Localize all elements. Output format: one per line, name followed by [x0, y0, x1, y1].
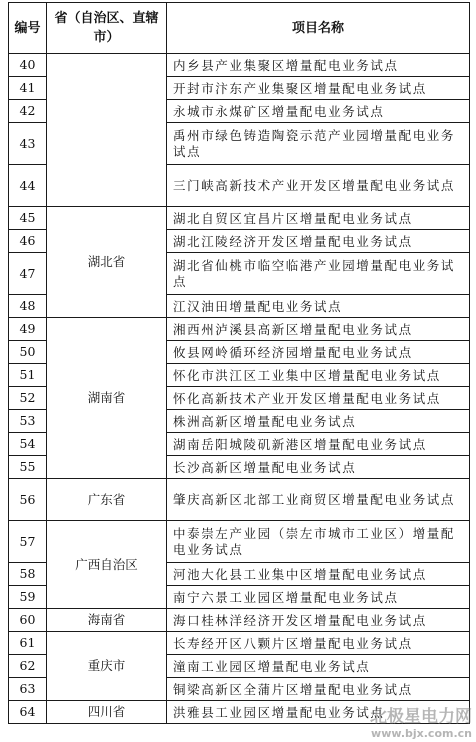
table-row: [9, 521, 470, 563]
header-num: 编号: [9, 3, 47, 54]
table-body: [9, 54, 470, 724]
project-name: 长寿经开区八颗片区增量配电业务试点: [167, 632, 470, 655]
province-cell: 广东省: [47, 479, 167, 521]
project-name: 怀化市洪江区工业集中区增量配电业务试点: [167, 364, 470, 387]
project-name: 长沙高新区增量配电业务试点: [167, 456, 470, 479]
project-name: 株洲高新区增量配电业务试点: [167, 410, 470, 433]
row-number: 43: [9, 123, 47, 165]
project-name: 湖南岳阳城陵矶新港区增量配电业务试点: [167, 433, 470, 456]
table-row: [9, 632, 470, 655]
row-number: 52: [9, 387, 47, 410]
project-name: 潼南工业园区增量配电业务试点: [167, 655, 470, 678]
table-row: [9, 318, 470, 341]
pilot-project-table: [8, 2, 470, 724]
province-cell: 湖北省: [47, 207, 167, 318]
project-name: 永城市永煤矿区增量配电业务试点: [167, 100, 470, 123]
row-number: 49: [9, 318, 47, 341]
project-name: 湖北自贸区宜昌片区增量配电业务试点: [167, 207, 470, 230]
project-name: 河池大化县工业集中区增量配电业务试点: [167, 563, 470, 586]
watermark-text: 北极星电力网: [370, 707, 472, 727]
row-number: 45: [9, 207, 47, 230]
province-cell: 湖南省: [47, 318, 167, 479]
row-number: 48: [9, 295, 47, 318]
watermark-url: www.bjx.com.cn: [371, 727, 472, 740]
row-number: 55: [9, 456, 47, 479]
row-number: 62: [9, 655, 47, 678]
province-cell: 重庆市: [47, 632, 167, 701]
project-name: 攸县网岭循环经济园增量配电业务试点: [167, 341, 470, 364]
row-number: 58: [9, 563, 47, 586]
project-name: 三门峡高新技术产业开发区增量配电业务试点: [167, 165, 470, 207]
project-name: 中泰崇左产业园（崇左市城市工业区）增量配电业务试点: [167, 521, 470, 563]
row-number: 57: [9, 521, 47, 563]
project-name: 禹州市绿色铸造陶瓷示范产业园增量配电业务试点: [167, 123, 470, 165]
project-name: 内乡县产业集聚区增量配电业务试点: [167, 54, 470, 77]
header-province: 省（自治区、直辖市）: [47, 3, 167, 54]
table-row: [9, 207, 470, 230]
project-name: 洪雅县工业园区增量配电业务试点: [167, 701, 470, 724]
project-name: 肇庆高新区北部工业商贸区增量配电业务试点: [167, 479, 470, 521]
row-number: 47: [9, 253, 47, 295]
table-header-row: [9, 3, 470, 54]
watermark: [370, 702, 472, 740]
project-name: 铜梁高新区全蒲片区增量配电业务试点: [167, 678, 470, 701]
row-number: 53: [9, 410, 47, 433]
header-project: 项目名称: [167, 3, 470, 54]
row-number: 42: [9, 100, 47, 123]
project-name: 湘西州泸溪县高新区增量配电业务试点: [167, 318, 470, 341]
row-number: 51: [9, 364, 47, 387]
row-number: 61: [9, 632, 47, 655]
project-name: 湖北省仙桃市临空临港产业园增量配电业务试点: [167, 253, 470, 295]
project-name: 江汉油田增量配电业务试点: [167, 295, 470, 318]
province-cell: [47, 54, 167, 207]
table-row: [9, 54, 470, 77]
table-row: [9, 609, 470, 632]
row-number: 44: [9, 165, 47, 207]
project-name: 南宁六景工业园区增量配电业务试点: [167, 586, 470, 609]
project-name: 怀化高新技术产业开发区增量配电业务试点: [167, 387, 470, 410]
row-number: 46: [9, 230, 47, 253]
row-number: 56: [9, 479, 47, 521]
project-name: 海口桂林洋经济开发区增量配电业务试点: [167, 609, 470, 632]
row-number: 54: [9, 433, 47, 456]
row-number: 60: [9, 609, 47, 632]
row-number: 64: [9, 701, 47, 724]
province-cell: 海南省: [47, 609, 167, 632]
row-number: 63: [9, 678, 47, 701]
table-row: [9, 479, 470, 521]
row-number: 41: [9, 77, 47, 100]
project-name: 湖北江陵经济开发区增量配电业务试点: [167, 230, 470, 253]
province-cell: 四川省: [47, 701, 167, 724]
row-number: 50: [9, 341, 47, 364]
row-number: 40: [9, 54, 47, 77]
project-name: 开封市汴东产业集聚区增量配电业务试点: [167, 77, 470, 100]
row-number: 59: [9, 586, 47, 609]
province-cell: 广西自治区: [47, 521, 167, 609]
